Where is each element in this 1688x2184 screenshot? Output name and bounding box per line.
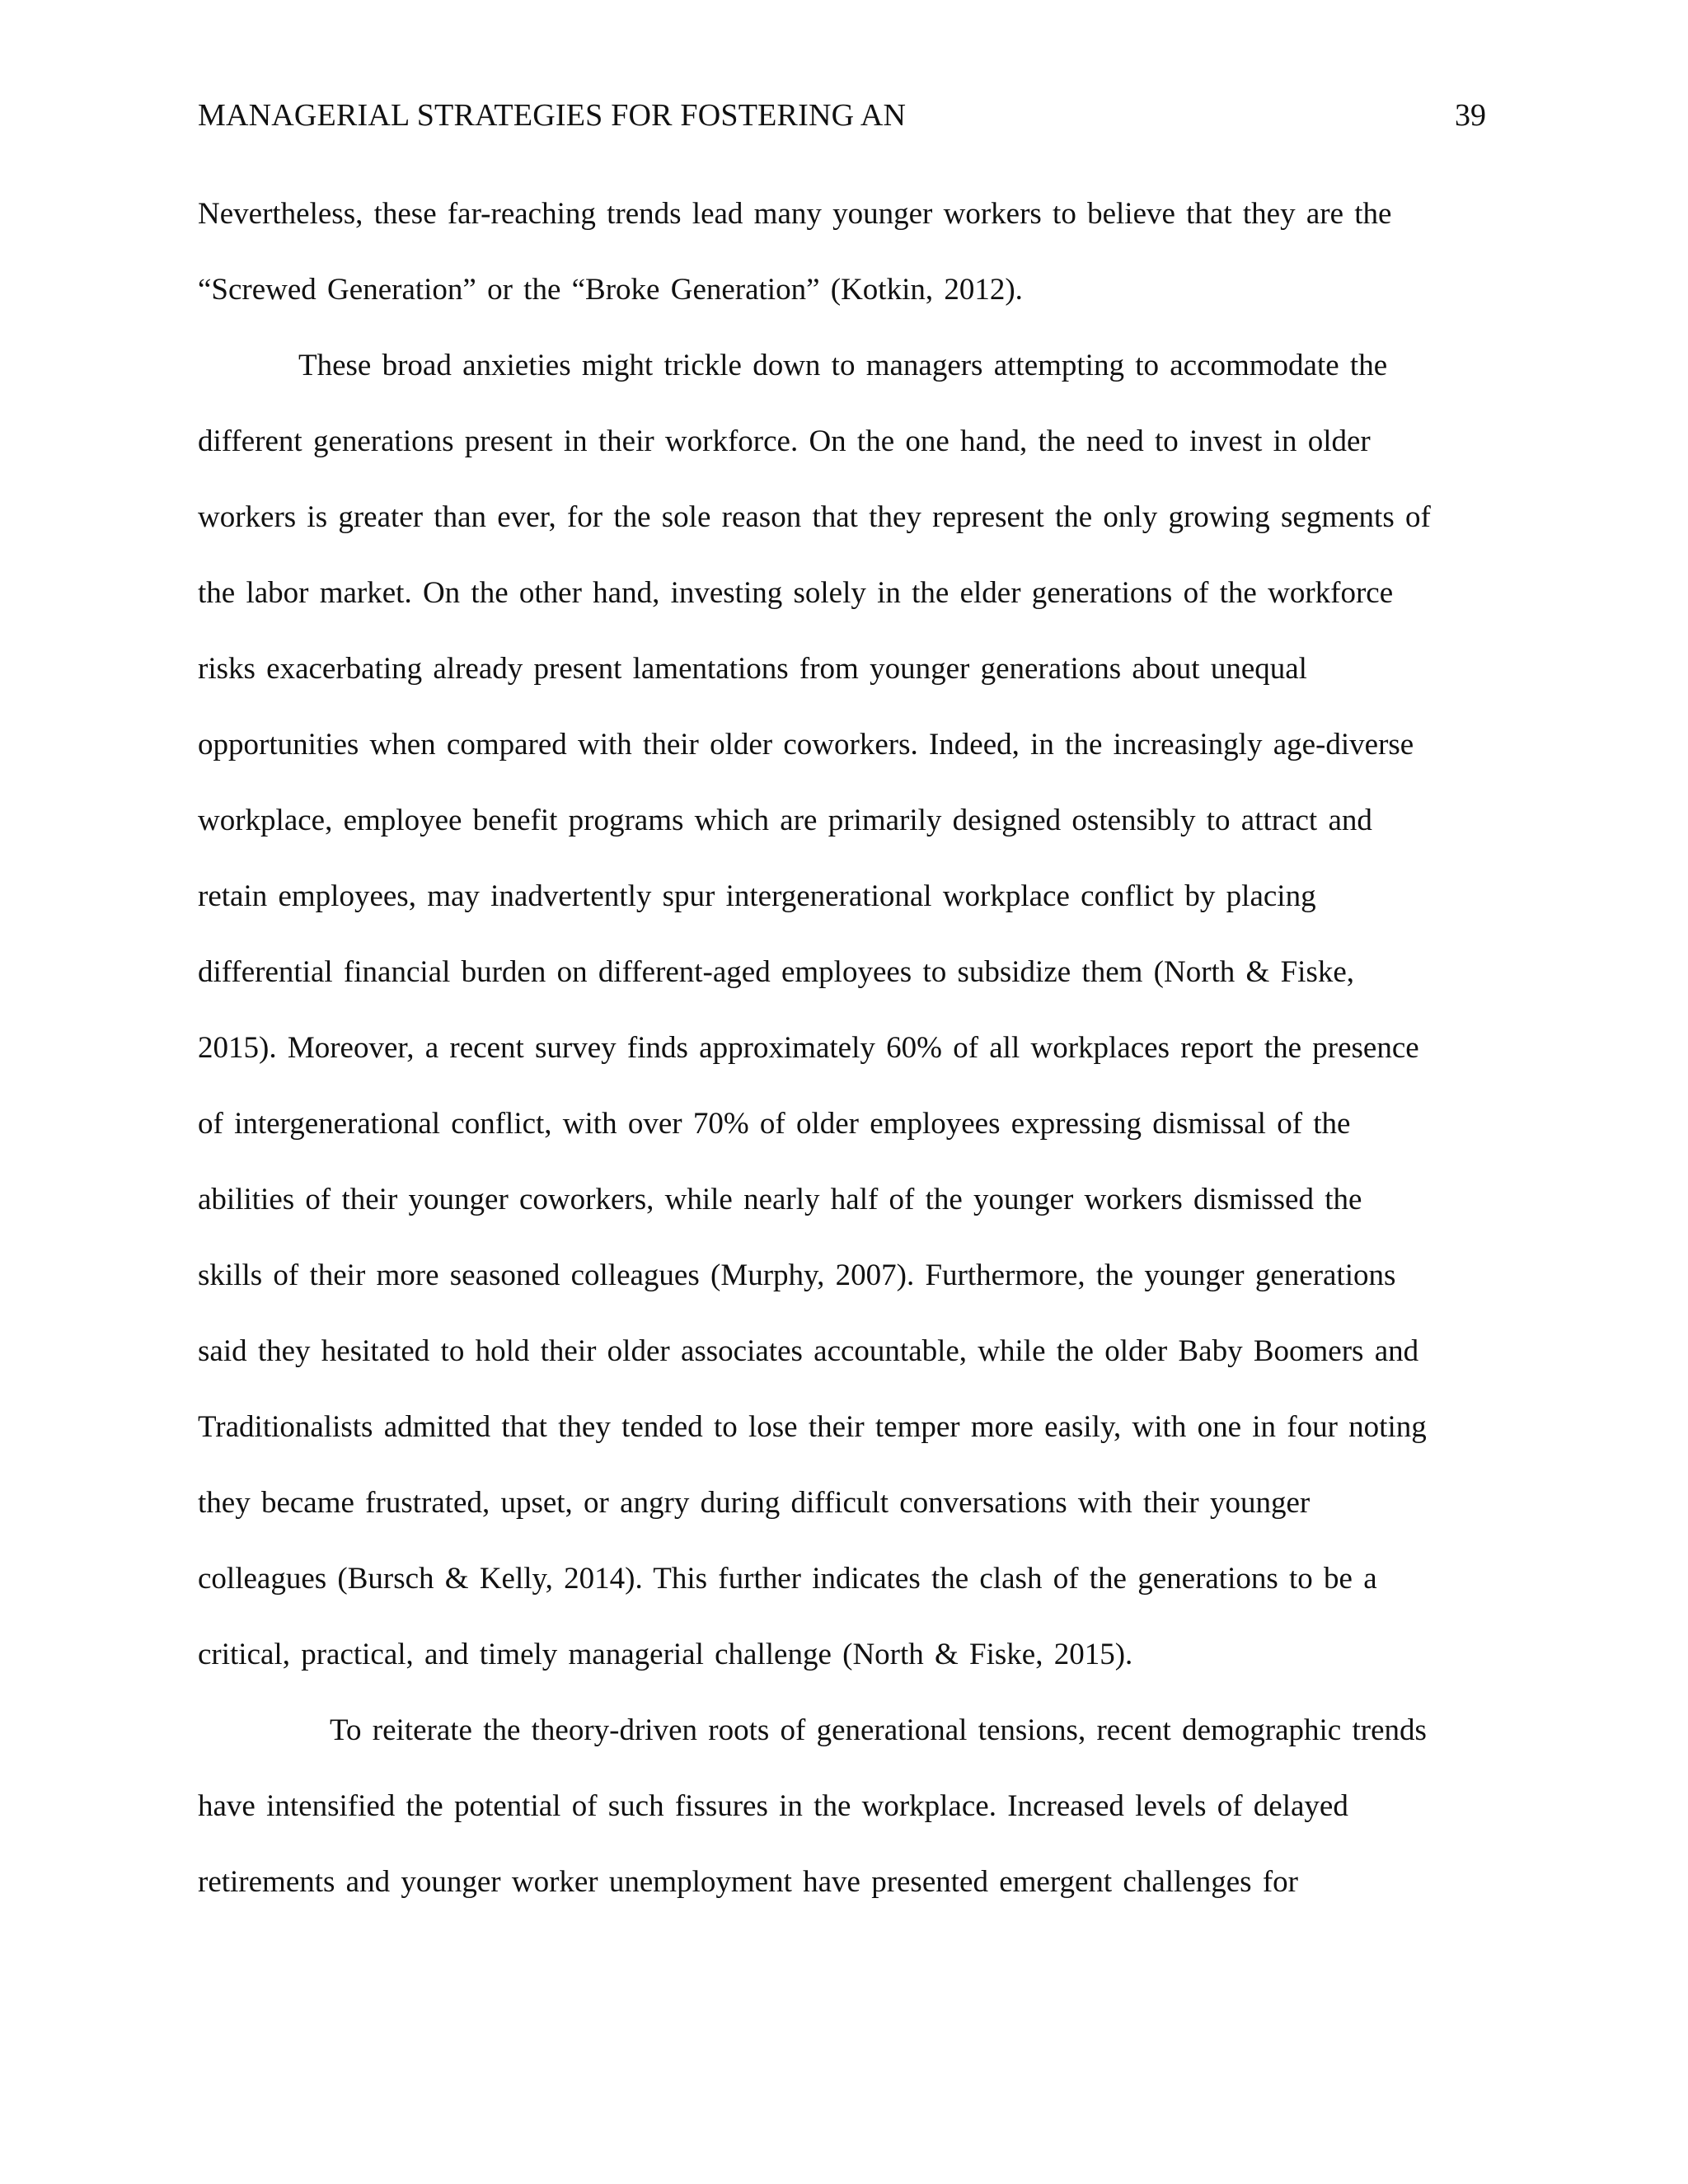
running-head: MANAGERIAL STRATEGIES FOR FOSTERING AN [198,98,907,133]
body-line: different generations present in their workforce. On the one hand, the need to invest in older [198,424,1371,458]
page-number: 39 [1455,98,1486,133]
body-line: opportunities when compared with their older coworkers. Indeed, in the increasingly age-diverse [198,728,1414,762]
body-line: retain employees, may inadvertently spur intergenerational workplace conflict by placing [198,879,1316,913]
body-line: critical, practical, and timely managerial challenge (North & Fiske, 2015). [198,1638,1133,1671]
body-line: workplace, employee benefit programs which are primarily designed ostensibly to attract and [198,804,1372,837]
body-line: skills of their more seasoned colleagues (Murphy, 2007). Furthermore, the younger generations [198,1258,1396,1292]
body-line: colleagues (Bursch & Kelly, 2014). This further indicates the clash of the generations to be a [198,1562,1377,1596]
body-line: retirements and younger worker unemployment have presented emergent challenges for [198,1865,1298,1899]
body-line: differential financial burden on different-aged employees to subsidize them (North & Fiske, [198,955,1355,989]
body-line: the labor market. On the other hand, investing solely in the elder generations of the workforce [198,576,1394,610]
paragraph-first-line: To reiterate the theory-driven roots of generational tensions, recent demographic trends [330,1713,1427,1747]
body-line: Nevertheless, these far-reaching trends lead many younger workers to believe that they are the [198,197,1392,231]
body-line: said they hesitated to hold their older associates accountable, while the older Baby Boomers and [198,1334,1419,1368]
body-line: they became frustrated, upset, or angry during difficult conversations with their younger [198,1486,1311,1520]
body-line: risks exacerbating already present lamentations from younger generations about unequal [198,652,1307,686]
body-line: of intergenerational conflict, with over 70% of older employees expressing dismissal of the [198,1107,1351,1141]
body-line: “Screwed Generation” or the “Broke Generation” (Kotkin, 2012). [198,273,1023,307]
body-line: workers is greater than ever, for the sole reason that they represent the only growing segments of [198,500,1431,534]
body-line: abilities of their younger coworkers, while nearly half of the younger workers dismissed the [198,1183,1362,1216]
body-line: Traditionalists admitted that they tended to lose their temper more easily, with one in four noting [198,1410,1427,1444]
body-line: have intensified the potential of such fissures in the workplace. Increased levels of delayed [198,1789,1348,1823]
paragraph-first-line: These broad anxieties might trickle down to managers attempting to accommodate the [298,349,1388,382]
body-line: 2015). Moreover, a recent survey finds approximately 60% of all workplaces report the presence [198,1031,1419,1065]
